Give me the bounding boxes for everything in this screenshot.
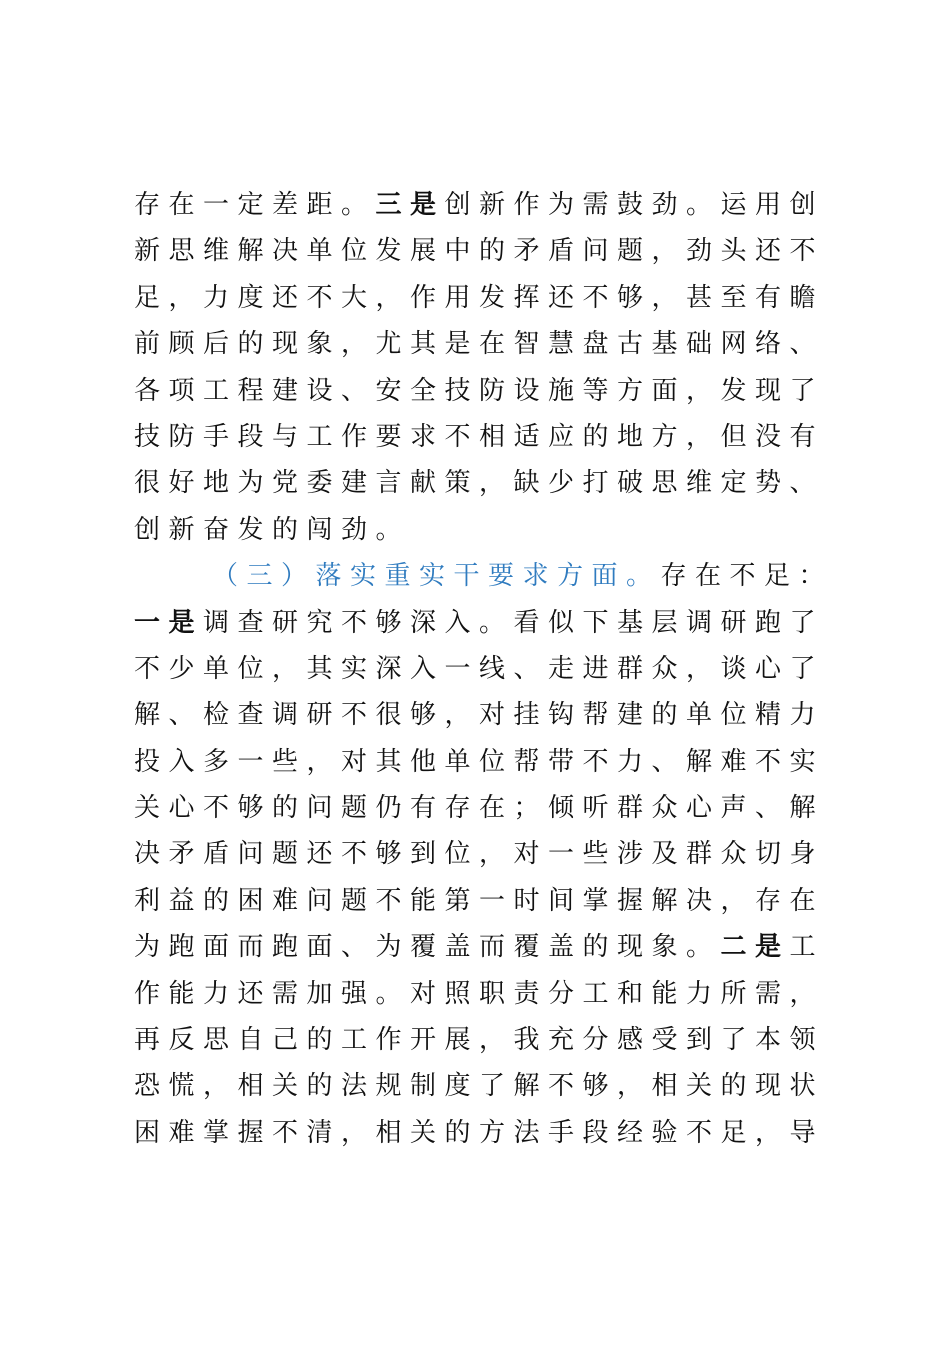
text-line: 决矛盾问题还不够到位，对一些涉及群众切身: [134, 839, 825, 870]
text-line: [134, 600, 825, 646]
text-run: 为跑面而跑面、为覆盖而覆盖的现象。: [134, 932, 721, 963]
text-line: 创新奋发的闯劲。: [134, 514, 411, 545]
bold-marker: 二是: [720, 932, 790, 963]
text-line: 技防手段与工作要求不相适应的地方，但没有: [134, 421, 825, 452]
bold-marker: 一是: [134, 607, 204, 638]
text-line: 利益的困难问题不能第一时间掌握解决，存在: [134, 885, 825, 916]
text-line: 解、检查调研不很够，对挂钩帮建的单位精力: [134, 700, 825, 731]
text-line: 作能力还需加强。对照职责分工和能力所需，: [134, 978, 825, 1009]
text-line: 很好地为党委建言献策，缺少打破思维定势、: [134, 468, 825, 499]
section-heading-line: [134, 553, 834, 599]
text-line: 前顾后的现象，尤其是在智慧盘古基础网络、: [134, 329, 825, 360]
text-line: 关心不够的问题仍有存在；倾听群众心声、解: [134, 793, 825, 824]
text-line: 足，力度还不大，作用发挥还不够，甚至有瞻: [134, 282, 825, 313]
text-run: 存在不足：: [660, 561, 834, 592]
section-heading: （三）落实重实干要求方面。: [212, 561, 661, 592]
text-run: 调查研究不够深入。看似下基层调研跑了: [203, 607, 825, 638]
text-line: [134, 924, 825, 970]
text-line: 困难掌握不清，相关的方法手段经验不足，导: [134, 1117, 825, 1148]
text-line: 各项工程建设、安全技防设施等方面，发现了: [134, 375, 825, 406]
text-line: [134, 182, 825, 228]
text-line: 再反思自己的工作开展，我充分感受到了本领: [134, 1025, 825, 1056]
text-line: 投入多一些，对其他单位帮带不力、解难不实: [134, 746, 825, 777]
text-run: 创新作为需鼓劲。运用创: [444, 190, 825, 220]
text-line: 新思维解决单位发展中的矛盾问题，劲头还不: [134, 236, 825, 267]
text-run: 工: [789, 932, 825, 963]
text-line: 恐慌，相关的法规制度了解不够，相关的现状: [134, 1071, 825, 1102]
bold-marker: 三是: [375, 190, 445, 220]
body-text: [134, 182, 834, 1156]
text-run: 存在一定差距。: [134, 190, 376, 220]
text-line: 不少单位，其实深入一线、走进群众，谈心了: [134, 653, 825, 684]
